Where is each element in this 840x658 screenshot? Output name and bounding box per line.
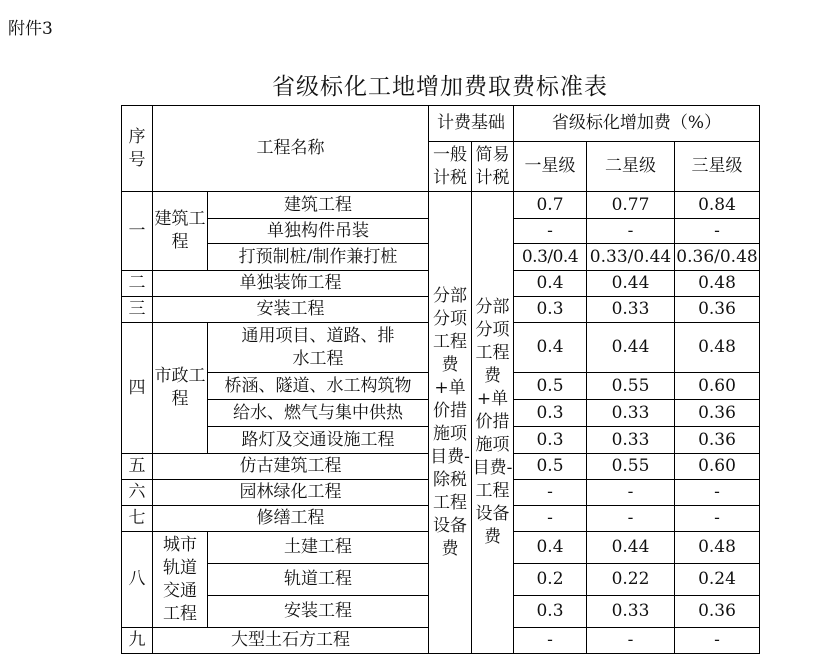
project-name-cell: 打预制桩/制作兼打桩 [208,244,429,271]
seq-cell: 七 [122,506,153,532]
header-two-star: 二星级 [587,142,675,192]
rate-one-star: 0.7 [514,192,587,219]
project-name-cell: 修缮工程 [153,506,429,532]
fee-standard-table [121,105,760,654]
attachment-label: 附件3 [8,19,53,39]
rate-three-star: - [675,480,760,506]
rate-two-star: - [587,219,675,244]
project-name-cell: 土建工程 [208,532,429,564]
rate-one-star: 0.4 [514,532,587,564]
project-name-cell: 安装工程 [208,596,429,628]
seq-cell: 四 [122,323,153,454]
rate-two-star: - [587,480,675,506]
header-three-star: 三星级 [675,142,760,192]
project-name-cell: 路灯及交通设施工程 [208,427,429,454]
header-one-star: 一星级 [514,142,587,192]
rate-two-star: 0.77 [587,192,675,219]
project-name-cell: 单独构件吊装 [208,219,429,244]
rate-two-star: 0.55 [587,454,675,480]
rate-two-star: 0.22 [587,564,675,596]
rate-two-star: 0.33 [587,427,675,454]
rate-one-star: 0.2 [514,564,587,596]
rate-three-star: - [675,506,760,532]
project-name-cell: 建筑工程 [208,192,429,219]
seq-cell: 二 [122,271,153,297]
header-general-tax: 一般计税 [429,142,472,192]
rate-three-star: 0.36 [675,400,760,427]
rate-three-star: 0.36/0.48 [675,244,760,271]
rate-three-star: 0.60 [675,373,760,400]
rate-two-star: 0.33 [587,297,675,323]
rate-one-star: 0.3/0.4 [514,244,587,271]
rate-three-star: 0.48 [675,323,760,373]
rate-three-star: 0.60 [675,454,760,480]
project-name-cell: 轨道工程 [208,564,429,596]
rate-three-star: 0.48 [675,271,760,297]
rate-two-star: 0.33/0.44 [587,244,675,271]
project-name-cell: 仿古建筑工程 [153,454,429,480]
seq-cell: 一 [122,192,153,271]
rate-three-star: 0.36 [675,427,760,454]
rate-three-star: 0.36 [675,297,760,323]
category-cell: 建筑工程 [153,192,208,271]
rate-two-star: - [587,628,675,654]
rate-two-star: 0.44 [587,532,675,564]
rate-three-star: - [675,628,760,654]
rate-one-star: 0.5 [514,454,587,480]
header-project-name: 工程名称 [153,106,429,192]
page-title: 省级标化工地增加费取费标准表 [272,74,608,100]
rate-one-star: 0.3 [514,596,587,628]
rate-two-star: 0.55 [587,373,675,400]
rate-one-star: 0.4 [514,271,587,297]
seq-cell: 六 [122,480,153,506]
rate-one-star: - [514,219,587,244]
rate-one-star: 0.3 [514,297,587,323]
project-name-cell: 安装工程 [153,297,429,323]
rate-three-star: 0.24 [675,564,760,596]
rate-three-star: - [675,219,760,244]
category-cell: 市政工程 [153,323,208,454]
header-simple-tax: 简易计税 [472,142,514,192]
seq-cell: 九 [122,628,153,654]
rate-two-star: - [587,506,675,532]
seq-cell: 三 [122,297,153,323]
rate-one-star: 0.4 [514,323,587,373]
seq-cell: 五 [122,454,153,480]
rate-one-star: 0.3 [514,427,587,454]
basis-general-cell: 分部分项工程费+单价措施项目费-除税工程设备费 [429,192,472,654]
seq-cell: 八 [122,532,153,628]
rate-one-star: 0.3 [514,400,587,427]
basis-simple-cell: 分部分项工程费+单价措施项目费-工程设备费 [472,192,514,654]
rate-three-star: 0.48 [675,532,760,564]
rate-two-star: 0.44 [587,323,675,373]
rate-two-star: 0.44 [587,271,675,297]
project-name-cell: 大型土石方工程 [153,628,429,654]
rate-one-star: - [514,506,587,532]
project-name-cell: 园林绿化工程 [153,480,429,506]
header-rate: 省级标化增加费（%） [514,106,760,142]
category-cell: 城市轨道交通工程 [153,532,208,628]
rate-two-star: 0.33 [587,596,675,628]
project-name-cell: 通用项目、道路、排水工程 [208,323,429,373]
project-name-cell: 单独装饰工程 [153,271,429,297]
rate-one-star: 0.5 [514,373,587,400]
rate-one-star: - [514,480,587,506]
project-name-cell: 桥涵、隧道、水工构筑物 [208,373,429,400]
project-name-cell: 给水、燃气与集中供热 [208,400,429,427]
rate-three-star: 0.84 [675,192,760,219]
rate-two-star: 0.33 [587,400,675,427]
header-fee-basis: 计费基础 [429,106,514,142]
header-seq: 序号 [122,106,153,192]
rate-three-star: 0.36 [675,596,760,628]
rate-one-star: - [514,628,587,654]
